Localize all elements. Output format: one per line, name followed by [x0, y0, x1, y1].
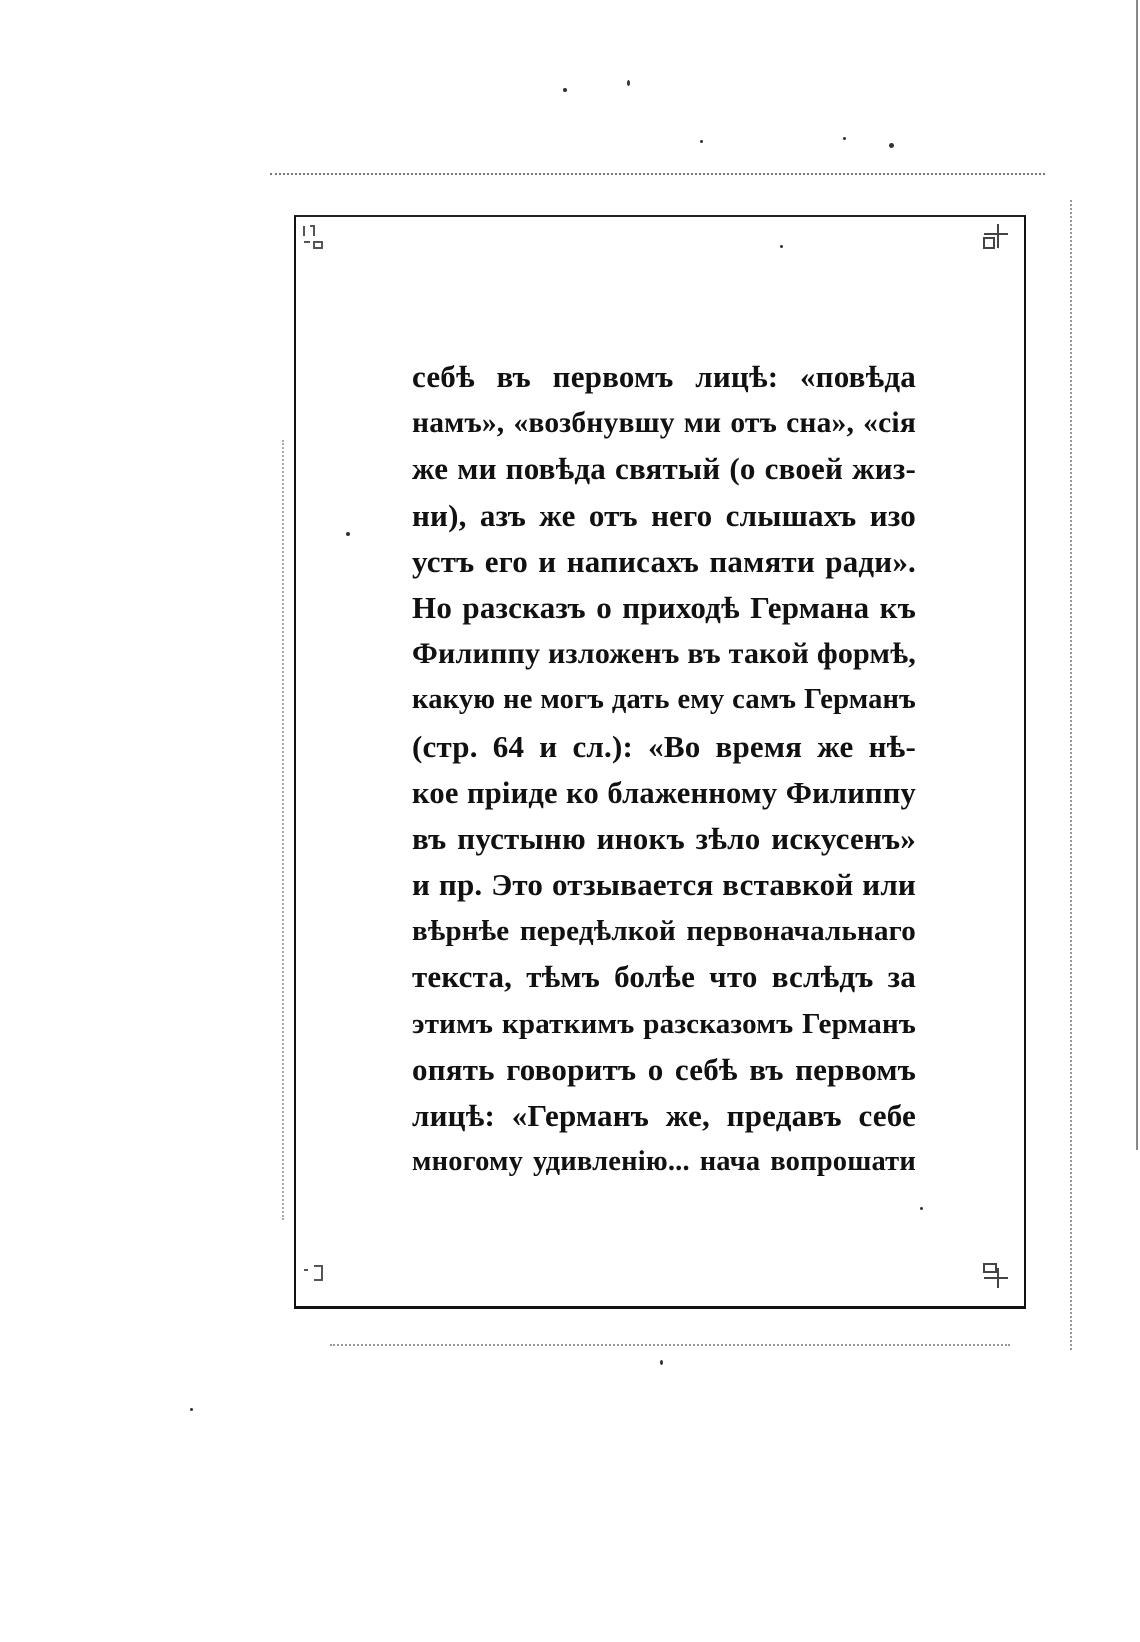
text-line: же ми повѣда святый (о своей жиз-: [412, 451, 916, 487]
scan-dotted-line-right: [1070, 200, 1072, 1350]
corner-mark-icon: [982, 1260, 1010, 1288]
scan-artifact-dot: [889, 143, 894, 148]
text-line: Филиппу изложенъ въ такой формѣ,: [412, 637, 916, 671]
corner-mark-icon: [982, 222, 1010, 250]
scan-artifact-dot: [843, 137, 846, 140]
scan-artifact-dot: [190, 1408, 193, 1411]
scan-artifact-dot: [660, 1360, 663, 1365]
corner-mark-icon: [300, 1260, 328, 1288]
body-text: [412, 354, 916, 1185]
text-line: Но разсказъ о приходѣ Германа къ: [412, 589, 916, 625]
scan-dotted-line-top: [270, 173, 1045, 175]
corner-mark-icon: [300, 222, 328, 250]
text-line: опять говоритъ о себѣ въ первомъ: [412, 1051, 916, 1087]
scan-dotted-line-bottom: [330, 1344, 1010, 1346]
text-line: какую не могъ дать ему самъ Германъ: [412, 684, 916, 716]
scan-edge-left-marks: [282, 440, 284, 1220]
text-line: ни), азъ же отъ него слышахъ изо: [412, 497, 916, 533]
text-line: и пр. Это отзывается вставкой или: [412, 867, 916, 903]
text-line: текста, тѣмъ болѣе что вслѣдъ за: [412, 959, 916, 995]
text-line: устъ его и написахъ памяти ради».: [412, 543, 916, 579]
text-line: лицѣ: «Германъ же, предавъ себе: [412, 1098, 916, 1133]
scan-edge-right: [1136, 0, 1138, 1150]
text-line: этимъ краткимъ разсказомъ Германъ: [412, 1007, 916, 1040]
text-line: въ пустыню инокъ зѣло искусенъ»: [412, 820, 916, 856]
text-line: вѣрнѣе передѣлкой первоначальнаго: [412, 915, 916, 948]
text-line: многому удивленію... нача вопрошати: [412, 1146, 916, 1178]
text-line: (стр. 64 и сл.): «Во время же нѣ-: [412, 728, 916, 764]
text-line: кое пріиде ко блаженному Филиппу: [412, 775, 916, 810]
scan-artifact-dot: [700, 140, 703, 143]
text-line: намъ», «возбнувшу ми отъ сна», «сія: [412, 407, 916, 440]
text-line: себѣ въ первомъ лицѣ: «повѣда: [412, 359, 916, 394]
scan-artifact-dot: [627, 80, 630, 86]
scan-artifact-dot: [563, 88, 567, 92]
